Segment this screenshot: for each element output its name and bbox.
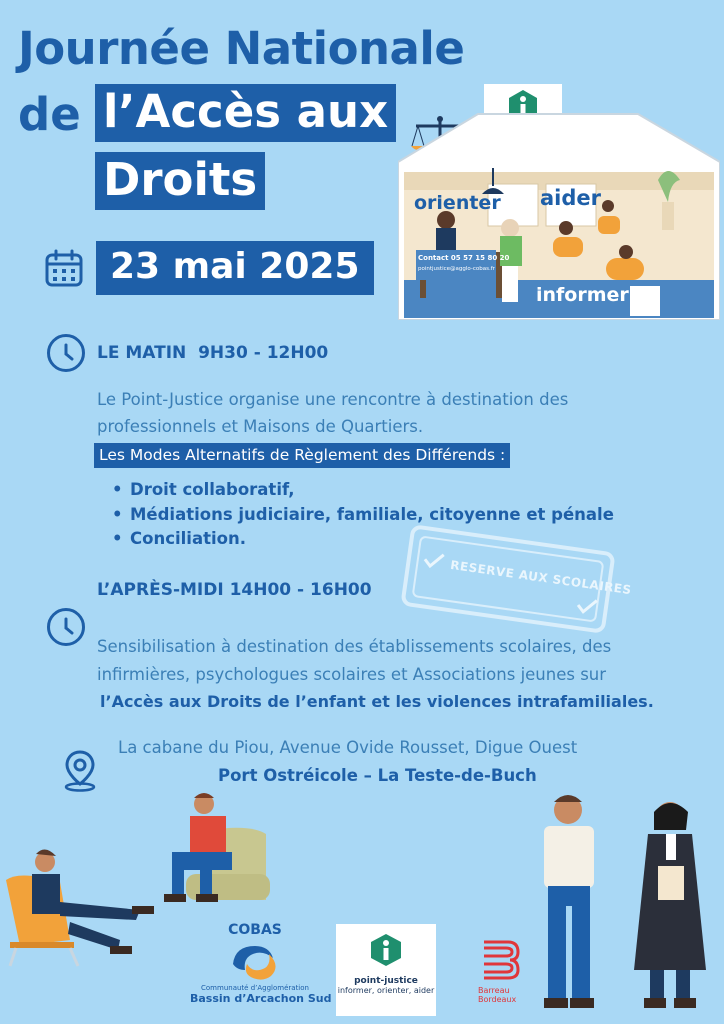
list-item: • Conciliation. — [110, 527, 614, 552]
check-icon — [575, 596, 599, 617]
cobas-sub1: Communauté d’Agglomération — [201, 984, 309, 992]
afternoon-heading: L’APRÈS-MIDI 14H00 - 16H00 — [97, 580, 372, 600]
logo-tagline: informer, orienter, aider — [337, 986, 435, 995]
illustration-word-aider: aider — [540, 186, 602, 210]
page-title-highlight-1: l’Accès aux — [95, 84, 396, 142]
cobas-name: COBAS — [228, 922, 282, 938]
barreau-bordeaux-logo — [478, 938, 522, 1008]
check-icon — [422, 550, 446, 571]
calendar-icon — [44, 249, 84, 289]
location-place: Port Ostréicole – La Teste-de-Buch — [218, 766, 537, 785]
barreau-line1: Barreau — [478, 986, 510, 995]
list-item: • Médiations judiciaire, familiale, citoyenne et pénale — [110, 503, 614, 528]
morning-paragraph-line2: professionnels et Maisons de Quartiers. — [97, 417, 424, 436]
event-date: 23 mai 2025 — [96, 241, 374, 295]
page-title-line1: Journée Nationale — [18, 22, 465, 75]
location-address: La cabane du Piou, Avenue Ovide Rousset, Digue Ouest — [118, 738, 578, 757]
morning-paragraph-line1: Le Point-Justice organise une rencontre à destination des — [97, 390, 569, 409]
contact-phone: Contact 05 57 15 80 20 — [418, 254, 510, 262]
illustration-word-orienter: orienter — [414, 192, 501, 214]
afternoon-bold-line: l’Accès aux Droits de l’enfant et les violences intrafamiliales. — [100, 692, 654, 711]
barreau-line2: Bordeaux — [478, 995, 517, 1004]
illustration-word-informer: informer — [536, 284, 629, 306]
modes-alternatifs-label: Les Modes Alternatifs de Règlement des Différends : — [94, 443, 510, 468]
modes-list — [110, 478, 614, 552]
cobas-logo — [190, 922, 332, 1020]
afternoon-paragraph-line1: Sensibilisation à destination des établissements scolaires, des — [97, 637, 612, 656]
morning-heading: LE MATIN 9H30 - 12H00 — [97, 343, 329, 363]
clock-icon — [47, 334, 85, 372]
stamp-text: RESERVE AUX SCOLAIRES — [449, 557, 633, 598]
cobas-sub2: Bassin d’Arcachon Sud — [190, 992, 332, 1005]
people-illustration-right — [530, 790, 724, 1020]
page-title-prefix: de — [18, 88, 81, 141]
location-pin-icon — [60, 748, 100, 792]
list-item: • Droit collaboratif, — [110, 478, 614, 503]
page-title-highlight-2: Droits — [95, 152, 265, 210]
point-justice-logo — [336, 924, 436, 1016]
contact-email: pointjustice@agglo-cobas.fr — [418, 266, 495, 272]
afternoon-paragraph-line2: infirmières, psychologues scolaires et Associations jeunes sur — [97, 665, 607, 684]
clock-icon — [47, 608, 85, 646]
logo-name: point-justice — [354, 976, 418, 986]
